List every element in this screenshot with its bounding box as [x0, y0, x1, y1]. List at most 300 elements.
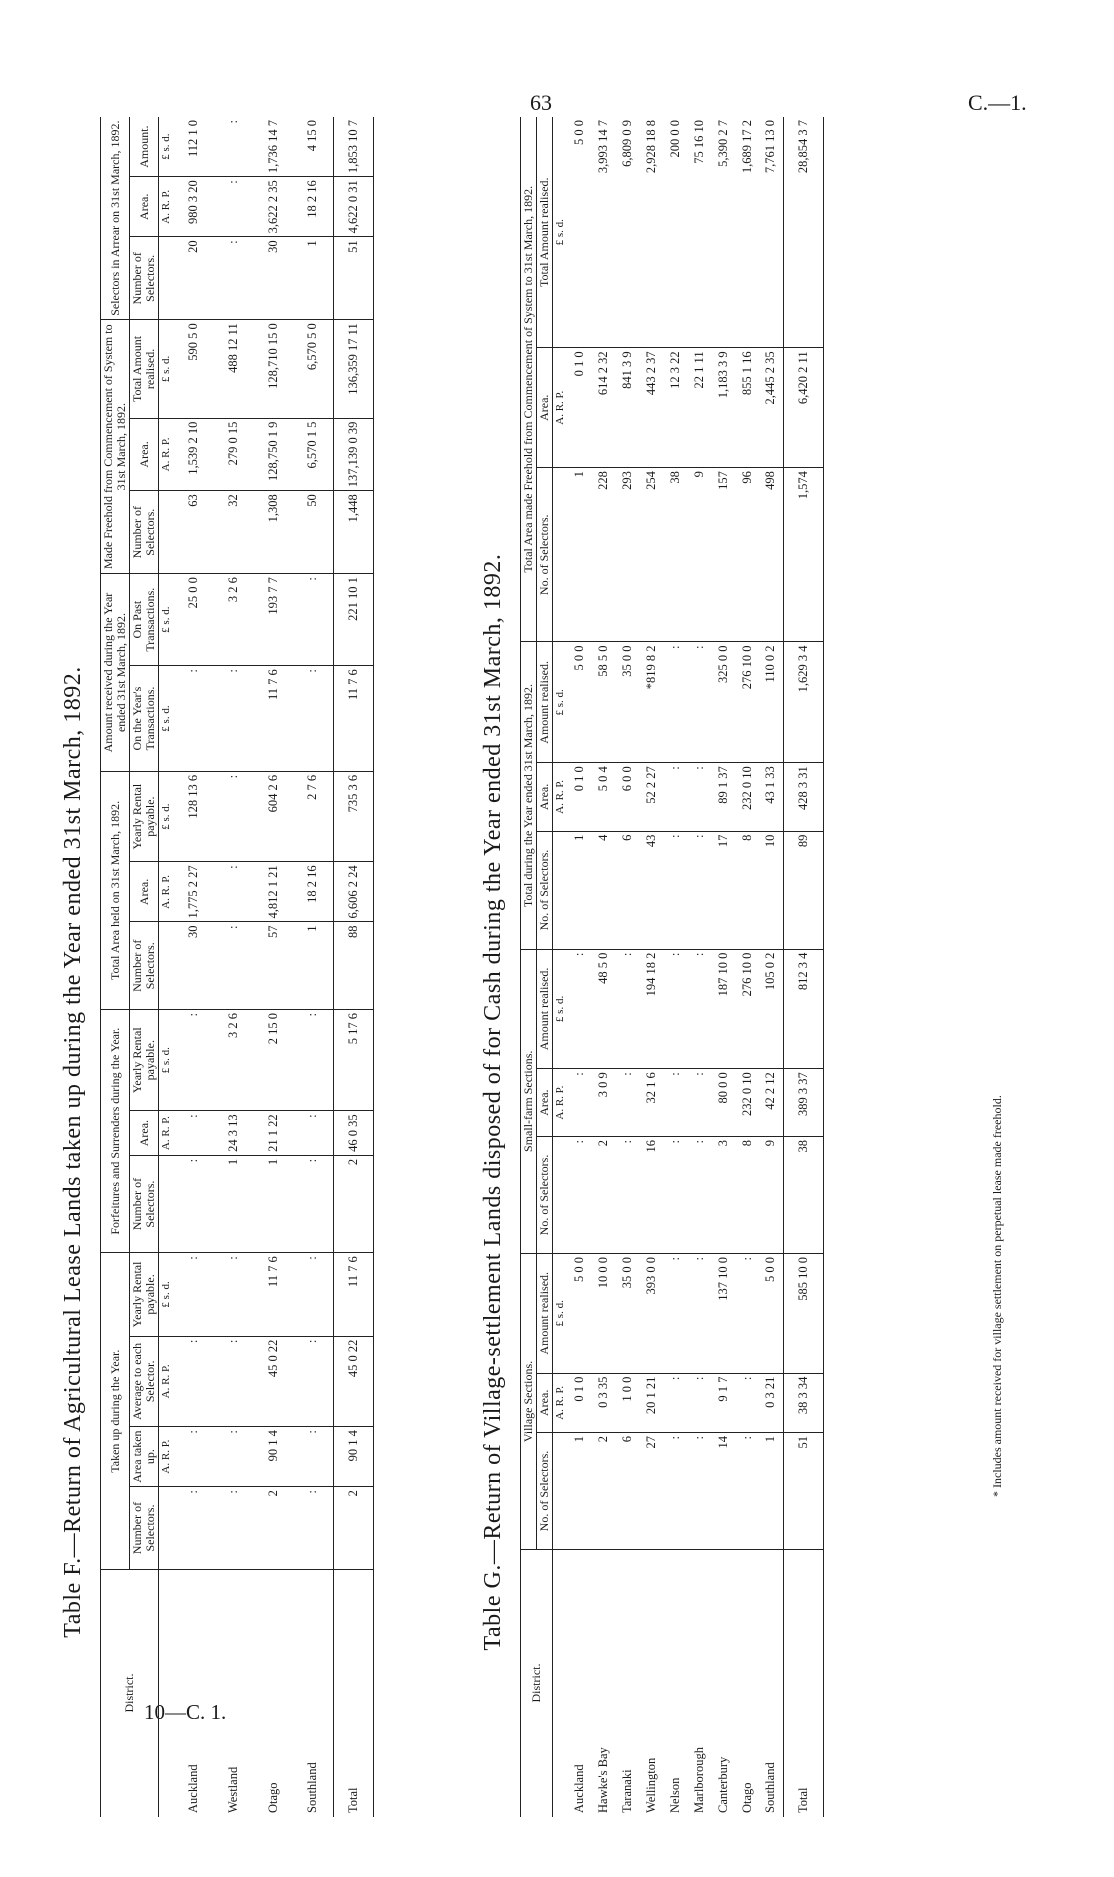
- data-cell: 137,139 0 39: [333, 418, 373, 491]
- data-cell: 157: [711, 468, 735, 642]
- data-cell: 221 10 1: [333, 574, 373, 666]
- unit-cell: A. R. P.: [159, 1336, 174, 1427]
- data-cell: :: [213, 237, 253, 320]
- table-row: [567, 117, 591, 1817]
- unit-cell: [159, 491, 174, 574]
- data-cell: 28,854 3 7: [783, 117, 823, 348]
- data-cell: :: [663, 1253, 687, 1373]
- data-cell: :: [663, 642, 687, 763]
- data-cell: 1,689 17 2: [735, 117, 759, 348]
- data-cell: 46 0 35: [333, 1111, 373, 1156]
- data-cell: 0 1 0: [567, 763, 591, 831]
- data-cell: 90 1 4: [253, 1427, 293, 1487]
- col-yearly-rental: Yearly Rental payable.: [130, 771, 159, 861]
- data-cell: :: [213, 1336, 253, 1427]
- data-cell: 7,761 13 0: [759, 117, 783, 348]
- data-cell: :: [567, 1136, 591, 1253]
- col-area-taken: Area taken up.: [130, 1427, 159, 1487]
- data-cell: 63: [173, 491, 213, 574]
- col-area: Area.: [130, 177, 159, 237]
- unit-cell: £ s. d.: [159, 666, 174, 772]
- data-cell: 325 0 0: [711, 642, 735, 763]
- data-cell: 389 3 37: [783, 1069, 823, 1137]
- table-row: [591, 117, 615, 1817]
- district-cell: Wellington: [643, 1757, 658, 1813]
- data-cell: :: [687, 831, 711, 949]
- data-cell: :: [293, 1155, 333, 1252]
- table-row: [253, 117, 293, 1817]
- data-cell: 50: [293, 491, 333, 574]
- col-no-selectors: No. of Selectors.: [537, 831, 553, 949]
- data-cell: 4,622 0 31: [333, 177, 373, 237]
- data-cell: 841 3 9: [615, 348, 639, 468]
- col-area: Area.: [130, 418, 159, 491]
- data-cell: 9: [759, 1136, 783, 1253]
- data-cell: 1,736 14 7: [253, 117, 293, 177]
- data-cell: 9 1 7: [711, 1373, 735, 1432]
- data-cell: :: [173, 1155, 213, 1252]
- group-total-freehold: Total Area made Freehold from Commencement of System to 31st March, 1892.: [521, 117, 537, 642]
- unit-cell: [553, 1136, 568, 1253]
- data-cell: 35 0 0: [615, 642, 639, 763]
- data-cell: :: [687, 642, 711, 763]
- data-cell: :: [293, 666, 333, 772]
- data-cell: :: [687, 1373, 711, 1432]
- district-cell: Marlborough: [691, 1747, 706, 1813]
- data-cell: :: [293, 1427, 333, 1487]
- data-cell: 18 2 16: [293, 862, 333, 922]
- data-cell: 0 3 35: [591, 1373, 615, 1432]
- data-cell: :: [173, 1427, 213, 1487]
- data-cell: :: [687, 763, 711, 831]
- district-cell: Total: [783, 1550, 823, 1818]
- col-area: Area.: [537, 348, 553, 468]
- group-total-area: Total Area held on 31st March, 1892.: [101, 771, 130, 1009]
- table-row: [293, 117, 333, 1817]
- data-cell: 2,445 2 35: [759, 348, 783, 468]
- data-cell: 0 1 0: [567, 348, 591, 468]
- data-cell: 1: [759, 1433, 783, 1550]
- data-cell: :: [213, 771, 253, 861]
- data-cell: :: [293, 1253, 333, 1336]
- unit-cell: A. R. P.: [553, 348, 568, 468]
- data-cell: 22 1 11: [687, 348, 711, 468]
- data-cell: :: [293, 1111, 333, 1156]
- group-total-year: Total during the Year ended 31st March, 1892.: [521, 642, 537, 949]
- data-cell: 254: [639, 468, 663, 642]
- data-cell: 200 0 0: [663, 117, 687, 348]
- data-cell: 279 0 15: [213, 418, 253, 491]
- data-cell: :: [173, 666, 213, 772]
- data-cell: 488 12 11: [213, 320, 253, 418]
- col-area: Area.: [130, 862, 159, 922]
- data-cell: 3 2 6: [213, 1010, 253, 1111]
- data-cell: 1,183 3 9: [711, 348, 735, 468]
- data-cell: 5 17 6: [333, 1010, 373, 1111]
- data-cell: 38 3 34: [783, 1373, 823, 1432]
- data-cell: :: [663, 831, 687, 949]
- data-cell: 128 13 6: [173, 771, 213, 861]
- data-cell: 980 3 20: [173, 177, 213, 237]
- data-cell: :: [213, 117, 253, 177]
- district-cell: Otago: [739, 1782, 754, 1813]
- data-cell: :: [735, 1433, 759, 1550]
- group-arrear: Selectors in Arrear on 31st March, 1892.: [101, 117, 130, 320]
- col-on-year: On the Year's Transactions.: [130, 666, 159, 772]
- data-cell: :: [615, 1069, 639, 1137]
- data-cell: 1: [567, 831, 591, 949]
- data-cell: 4 15 0: [293, 117, 333, 177]
- data-cell: :: [293, 1487, 333, 1570]
- data-cell: 6: [615, 1433, 639, 1550]
- data-cell: 6: [615, 831, 639, 949]
- data-cell: 393 0 0: [639, 1253, 663, 1373]
- data-cell: 4: [591, 831, 615, 949]
- data-cell: 232 0 10: [735, 1069, 759, 1137]
- data-cell: 80 0 0: [711, 1069, 735, 1137]
- group-smallfarm: Small-farm Sections.: [521, 949, 537, 1253]
- data-cell: 43: [639, 831, 663, 949]
- data-cell: 12 3 22: [663, 348, 687, 468]
- data-cell: :: [663, 1433, 687, 1550]
- data-cell: 590 5 0: [173, 320, 213, 418]
- data-cell: :: [687, 1136, 711, 1253]
- data-cell: 20 1 21: [639, 1373, 663, 1432]
- data-cell: :: [687, 1433, 711, 1550]
- data-cell: :: [663, 949, 687, 1069]
- data-cell: 57: [253, 922, 293, 1010]
- data-cell: 5 0 0: [567, 642, 591, 763]
- district-cell: Hawke's Bay: [595, 1747, 610, 1813]
- data-cell: :: [293, 574, 333, 666]
- district-cell: Nelson: [667, 1777, 682, 1813]
- col-num-selectors: Number of Selectors.: [130, 1487, 159, 1570]
- col-amount-realised: Amount realised.: [537, 642, 553, 763]
- data-cell: 90 1 4: [333, 1427, 373, 1487]
- data-cell: 2: [333, 1155, 373, 1252]
- data-cell: :: [735, 1253, 759, 1373]
- data-cell: 32 1 6: [639, 1069, 663, 1137]
- unit-cell: [553, 831, 568, 949]
- data-cell: :: [213, 922, 253, 1010]
- district-cell: Westland: [225, 1766, 240, 1813]
- data-cell: 0 1 0: [567, 1373, 591, 1432]
- district-cell: Total: [333, 1570, 373, 1818]
- units-label: [553, 1550, 568, 1818]
- page-number: 63: [530, 90, 552, 115]
- table-row: [759, 117, 783, 1817]
- col-no-selectors: No. of Selectors.: [537, 1136, 553, 1253]
- data-cell: 1,539 2 10: [173, 418, 213, 491]
- data-cell: 48 5 0: [591, 949, 615, 1069]
- data-cell: 112 1 0: [173, 117, 213, 177]
- data-cell: :: [213, 1427, 253, 1487]
- data-cell: 1,308: [253, 491, 293, 574]
- col-district: District.: [521, 1550, 553, 1818]
- data-cell: 128,710 15 0: [253, 320, 293, 418]
- data-cell: 20: [173, 237, 213, 320]
- data-cell: 5,390 2 7: [711, 117, 735, 348]
- data-cell: 1: [213, 1155, 253, 1252]
- data-cell: 5 0 4: [591, 763, 615, 831]
- data-cell: 498: [759, 468, 783, 642]
- data-cell: 1: [567, 1433, 591, 1550]
- data-cell: 11 7 6: [253, 1253, 293, 1336]
- col-average: Average to each Selector.: [130, 1336, 159, 1427]
- data-cell: 11 7 6: [253, 666, 293, 772]
- data-cell: 3,993 14 7: [591, 117, 615, 348]
- col-yearly-rental: Yearly Rental payable.: [130, 1253, 159, 1336]
- data-cell: 45 0 22: [253, 1336, 293, 1427]
- data-cell: 1,775 2 27: [173, 862, 213, 922]
- data-cell: 52 2 27: [639, 763, 663, 831]
- data-cell: :: [213, 177, 253, 237]
- data-cell: 6,570 1 5: [293, 418, 333, 491]
- unit-cell: A. R. P.: [159, 177, 174, 237]
- signature-mark: 10—C. 1.: [144, 1700, 227, 1724]
- unit-cell: £ s. d.: [159, 117, 174, 177]
- data-cell: :: [173, 1253, 213, 1336]
- col-amount-realised: Amount realised.: [537, 1253, 553, 1373]
- district-cell: Otago: [265, 1782, 280, 1813]
- col-area: Area.: [537, 1373, 553, 1432]
- data-cell: 293: [615, 468, 639, 642]
- data-cell: 1,574: [783, 468, 823, 642]
- data-cell: 8: [735, 831, 759, 949]
- data-cell: 187 10 0: [711, 949, 735, 1069]
- unit-cell: [553, 1433, 568, 1550]
- data-cell: :: [293, 1010, 333, 1111]
- data-cell: 24 3 13: [213, 1111, 253, 1156]
- unit-cell: [159, 1487, 174, 1570]
- data-cell: 38: [783, 1136, 823, 1253]
- unit-cell: £ s. d.: [159, 1010, 174, 1111]
- data-cell: 11 7 6: [333, 666, 373, 772]
- data-cell: 6 0 0: [615, 763, 639, 831]
- data-cell: 2: [333, 1487, 373, 1570]
- data-cell: 428 3 31: [783, 763, 823, 831]
- data-cell: 604 2 6: [253, 771, 293, 861]
- table-row: [213, 117, 253, 1817]
- data-cell: 9: [687, 468, 711, 642]
- data-cell: 855 1 16: [735, 348, 759, 468]
- data-cell: 585 10 0: [783, 1253, 823, 1373]
- data-cell: 27: [639, 1433, 663, 1550]
- data-cell: 75 16 10: [687, 117, 711, 348]
- data-cell: 2: [591, 1136, 615, 1253]
- document-reference: C.—1.: [968, 90, 1027, 115]
- data-cell: :: [663, 763, 687, 831]
- unit-cell: A. R. P.: [159, 1427, 174, 1487]
- col-num-selectors: Number of Selectors.: [130, 922, 159, 1010]
- group-amount-received: Amount received during the Year ended 31st March, 1892.: [101, 574, 130, 772]
- data-cell: :: [213, 666, 253, 772]
- data-cell: :: [567, 949, 591, 1069]
- data-cell: 17: [711, 831, 735, 949]
- unit-cell: A. R. P.: [553, 763, 568, 831]
- data-cell: :: [735, 1373, 759, 1432]
- unit-cell: A. R. P.: [553, 1373, 568, 1432]
- table-row: [663, 117, 687, 1817]
- data-cell: 1: [293, 237, 333, 320]
- data-cell: 35 0 0: [615, 1253, 639, 1373]
- data-cell: 1: [293, 922, 333, 1010]
- data-cell: 136,359 17 11: [333, 320, 373, 418]
- district-cell: Taranaki: [619, 1769, 634, 1813]
- data-cell: 6,606 2 24: [333, 862, 373, 922]
- data-cell: 10 0 0: [591, 1253, 615, 1373]
- data-cell: 193 7 7: [253, 574, 293, 666]
- data-cell: 105 0 2: [759, 949, 783, 1069]
- data-cell: :: [687, 949, 711, 1069]
- data-cell: 1: [253, 1155, 293, 1252]
- table-row: [711, 117, 735, 1817]
- unit-cell: A. R. P.: [159, 418, 174, 491]
- data-cell: 812 3 4: [783, 949, 823, 1069]
- data-cell: 89: [783, 831, 823, 949]
- data-cell: 3 0 9: [591, 1069, 615, 1137]
- data-cell: 2: [253, 1487, 293, 1570]
- data-cell: :: [663, 1136, 687, 1253]
- table-row: [173, 117, 213, 1817]
- data-cell: :: [567, 1069, 591, 1137]
- unit-cell: A. R. P.: [159, 862, 174, 922]
- table-f: [100, 117, 374, 1817]
- data-cell: 137 10 0: [711, 1253, 735, 1373]
- data-cell: :: [615, 949, 639, 1069]
- data-cell: 38: [663, 468, 687, 642]
- data-cell: 96: [735, 468, 759, 642]
- col-num-selectors: Number of Selectors.: [130, 237, 159, 320]
- data-cell: :: [213, 1487, 253, 1570]
- col-no-selectors: No. of Selectors.: [537, 1433, 553, 1550]
- data-cell: 2,928 18 8: [639, 117, 663, 348]
- data-cell: :: [173, 1010, 213, 1111]
- table-row: [615, 117, 639, 1817]
- unit-cell: £ s. d.: [553, 642, 568, 763]
- unit-cell: £ s. d.: [159, 1253, 174, 1336]
- data-cell: 42 2 12: [759, 1069, 783, 1137]
- col-num-selectors: Number of Selectors.: [130, 1155, 159, 1252]
- col-area: Area.: [537, 1069, 553, 1137]
- data-cell: 5 0 0: [759, 1253, 783, 1373]
- data-cell: 6,809 0 9: [615, 117, 639, 348]
- col-num-selectors: Number of Selectors.: [130, 491, 159, 574]
- data-cell: 10: [759, 831, 783, 949]
- data-cell: 43 1 33: [759, 763, 783, 831]
- unit-cell: A. R. P.: [159, 1111, 174, 1156]
- unit-cell: £ s. d.: [159, 320, 174, 418]
- data-cell: :: [687, 1253, 711, 1373]
- data-cell: 30: [173, 922, 213, 1010]
- group-forfeitures: Forfeitures and Surrenders during the Year.: [101, 1010, 130, 1253]
- total-row: [333, 117, 373, 1817]
- data-cell: 14: [711, 1433, 735, 1550]
- unit-cell: A. R. P.: [553, 1069, 568, 1137]
- data-cell: 5 0 0: [567, 117, 591, 348]
- data-cell: 51: [333, 237, 373, 320]
- data-cell: 276 10 0: [735, 949, 759, 1069]
- unit-cell: £ s. d.: [159, 771, 174, 861]
- data-cell: :: [213, 1253, 253, 1336]
- group-village: Village Sections.: [521, 1253, 537, 1549]
- data-cell: 21 1 22: [253, 1111, 293, 1156]
- col-district: District.: [101, 1570, 159, 1818]
- table-f-title: Table F.—Return of Agricultural Lease Lands taken up during the Year ended 31st March, 1892.: [60, 666, 86, 1638]
- table-row: [735, 117, 759, 1817]
- unit-cell: £ s. d.: [553, 949, 568, 1069]
- unit-cell: £ s. d.: [553, 1253, 568, 1373]
- data-cell: 443 2 37: [639, 348, 663, 468]
- data-cell: 1 0 0: [615, 1373, 639, 1432]
- data-cell: 3 2 6: [213, 574, 253, 666]
- data-cell: 1,629 3 4: [783, 642, 823, 763]
- data-cell: 1,448: [333, 491, 373, 574]
- unit-cell: [159, 237, 174, 320]
- data-cell: 1,853 10 7: [333, 117, 373, 177]
- district-cell: Southland: [763, 1762, 778, 1813]
- table-g-title: Table G.—Return of Village-settlement Lands disposed of for Cash during the Year ended 31st March, 1892.: [480, 553, 506, 1651]
- data-cell: :: [615, 1136, 639, 1253]
- col-yearly-rental: Yearly Rental payable.: [130, 1010, 159, 1111]
- data-cell: 5 0 0: [567, 1253, 591, 1373]
- data-cell: :: [173, 1487, 213, 1570]
- table-row: [687, 117, 711, 1817]
- data-cell: 194 18 2: [639, 949, 663, 1069]
- col-amount: Amount.: [130, 117, 159, 177]
- data-cell: :: [213, 862, 253, 922]
- col-amount-realised: Amount realised.: [537, 949, 553, 1069]
- data-cell: 25 0 0: [173, 574, 213, 666]
- data-cell: 3,622 2 35: [253, 177, 293, 237]
- data-cell: *819 8 2: [639, 642, 663, 763]
- data-cell: 16: [639, 1136, 663, 1253]
- col-area: Area.: [130, 1111, 159, 1156]
- group-freehold: Made Freehold from Commencement of System to 31st March, 1892.: [101, 320, 130, 574]
- data-cell: 32: [213, 491, 253, 574]
- data-cell: 232 0 10: [735, 763, 759, 831]
- data-cell: 18 2 16: [293, 177, 333, 237]
- data-cell: :: [293, 1336, 333, 1427]
- col-total-amount: Total Amount realised.: [537, 117, 553, 348]
- data-cell: 276 10 0: [735, 642, 759, 763]
- data-cell: 45 0 22: [333, 1336, 373, 1427]
- district-cell: Southland: [305, 1762, 320, 1813]
- table-g-footnote: * Includes amount received for village settlement on perpetual lease made freehold.: [990, 1095, 1004, 1497]
- data-cell: 6,570 5 0: [293, 320, 333, 418]
- data-cell: 1: [567, 468, 591, 642]
- district-cell: Auckland: [185, 1764, 200, 1813]
- data-cell: 0 3 21: [759, 1373, 783, 1432]
- col-no-selectors: No. of Selectors.: [537, 468, 553, 642]
- data-cell: 51: [783, 1433, 823, 1550]
- data-cell: 110 0 2: [759, 642, 783, 763]
- unit-cell: £ s. d.: [553, 117, 568, 348]
- group-taken-up: Taken up during the Year.: [101, 1253, 130, 1570]
- data-cell: 88: [333, 922, 373, 1010]
- data-cell: 3: [711, 1136, 735, 1253]
- data-cell: 58 5 0: [591, 642, 615, 763]
- data-cell: :: [173, 1111, 213, 1156]
- unit-cell: [159, 922, 174, 1010]
- table-row: [639, 117, 663, 1817]
- data-cell: 2 7 6: [293, 771, 333, 861]
- district-cell: Auckland: [571, 1764, 586, 1813]
- col-total-amount: Total Amount realised.: [130, 320, 159, 418]
- data-cell: 735 3 6: [333, 771, 373, 861]
- data-cell: 11 7 6: [333, 1253, 373, 1336]
- data-cell: 2: [591, 1433, 615, 1550]
